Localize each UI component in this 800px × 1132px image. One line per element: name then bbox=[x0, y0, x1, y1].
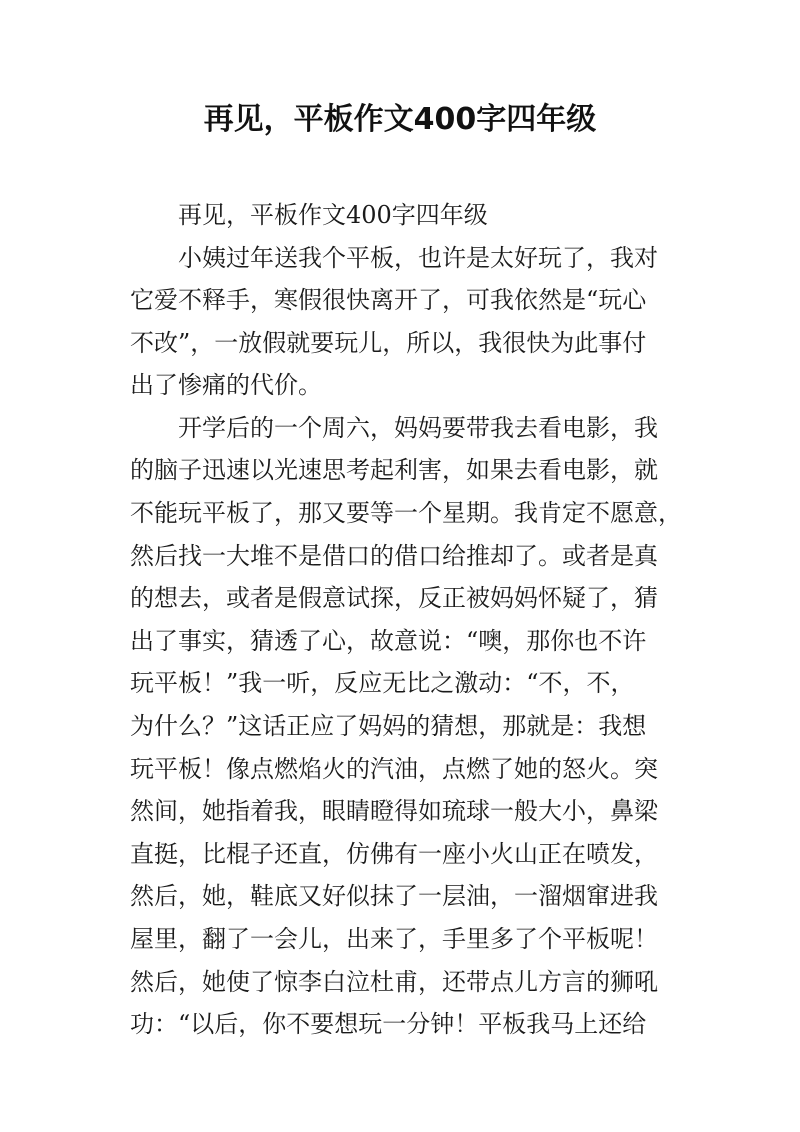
text-line: 屋里，翻了一会儿，出来了，手里多了个平板呢！ bbox=[130, 925, 658, 953]
text-line: 不改”，一放假就要玩儿，所以，我很快为此事付 bbox=[130, 329, 647, 357]
text-line: 的想去，或者是假意试探，反正被妈妈怀疑了，猜 bbox=[130, 584, 658, 612]
text-line: 然间，她指着我，眼睛瞪得如琉球一般大小，鼻梁 bbox=[130, 797, 658, 825]
text-line: 再见，平板作文400字四年级 bbox=[178, 201, 488, 229]
text-line: 然后找一大堆不是借口的借口给推却了。或者是真 bbox=[130, 542, 658, 570]
text-line: 直挺，比棍子还直，仿佛有一座小火山正在喷发， bbox=[130, 840, 658, 868]
text-line: 为什么？”这话正应了妈妈的猜想，那就是：我想 bbox=[130, 712, 647, 740]
text-line: 出了事实，猜透了心，故意说：“噢，那你也不许 bbox=[130, 627, 647, 655]
text-line: 它爱不释手，寒假很快离开了，可我依然是“玩心 bbox=[130, 286, 647, 314]
text-line: 功：“以后，你不要想玩一分钟！平板我马上还给 bbox=[130, 1010, 647, 1038]
text-line: 开学后的一个周六，妈妈要带我去看电影，我 bbox=[178, 414, 658, 442]
document-title: 再见，平板作文400字四年级 bbox=[203, 102, 597, 137]
text-line: 玩平板！”我一听，反应无比之激动：“不，不， bbox=[130, 669, 635, 697]
text-line: 的脑子迅速以光速思考起利害，如果去看电影，就 bbox=[130, 456, 658, 484]
text-line: 不能玩平板了，那又要等一个星期。我肯定不愿意， bbox=[130, 499, 682, 527]
text-line: 小姨过年送我个平板，也许是太好玩了，我对 bbox=[178, 244, 658, 272]
text-line: 出了惨痛的代价。 bbox=[130, 371, 322, 399]
text-line: 然后，她使了惊李白泣杜甫，还带点儿方言的狮吼 bbox=[130, 968, 658, 996]
text-line: 然后，她，鞋底又好似抹了一层油，一溜烟窜进我 bbox=[130, 882, 658, 910]
text-line: 玩平板！像点燃焰火的汽油，点燃了她的怒火。突 bbox=[130, 755, 658, 783]
